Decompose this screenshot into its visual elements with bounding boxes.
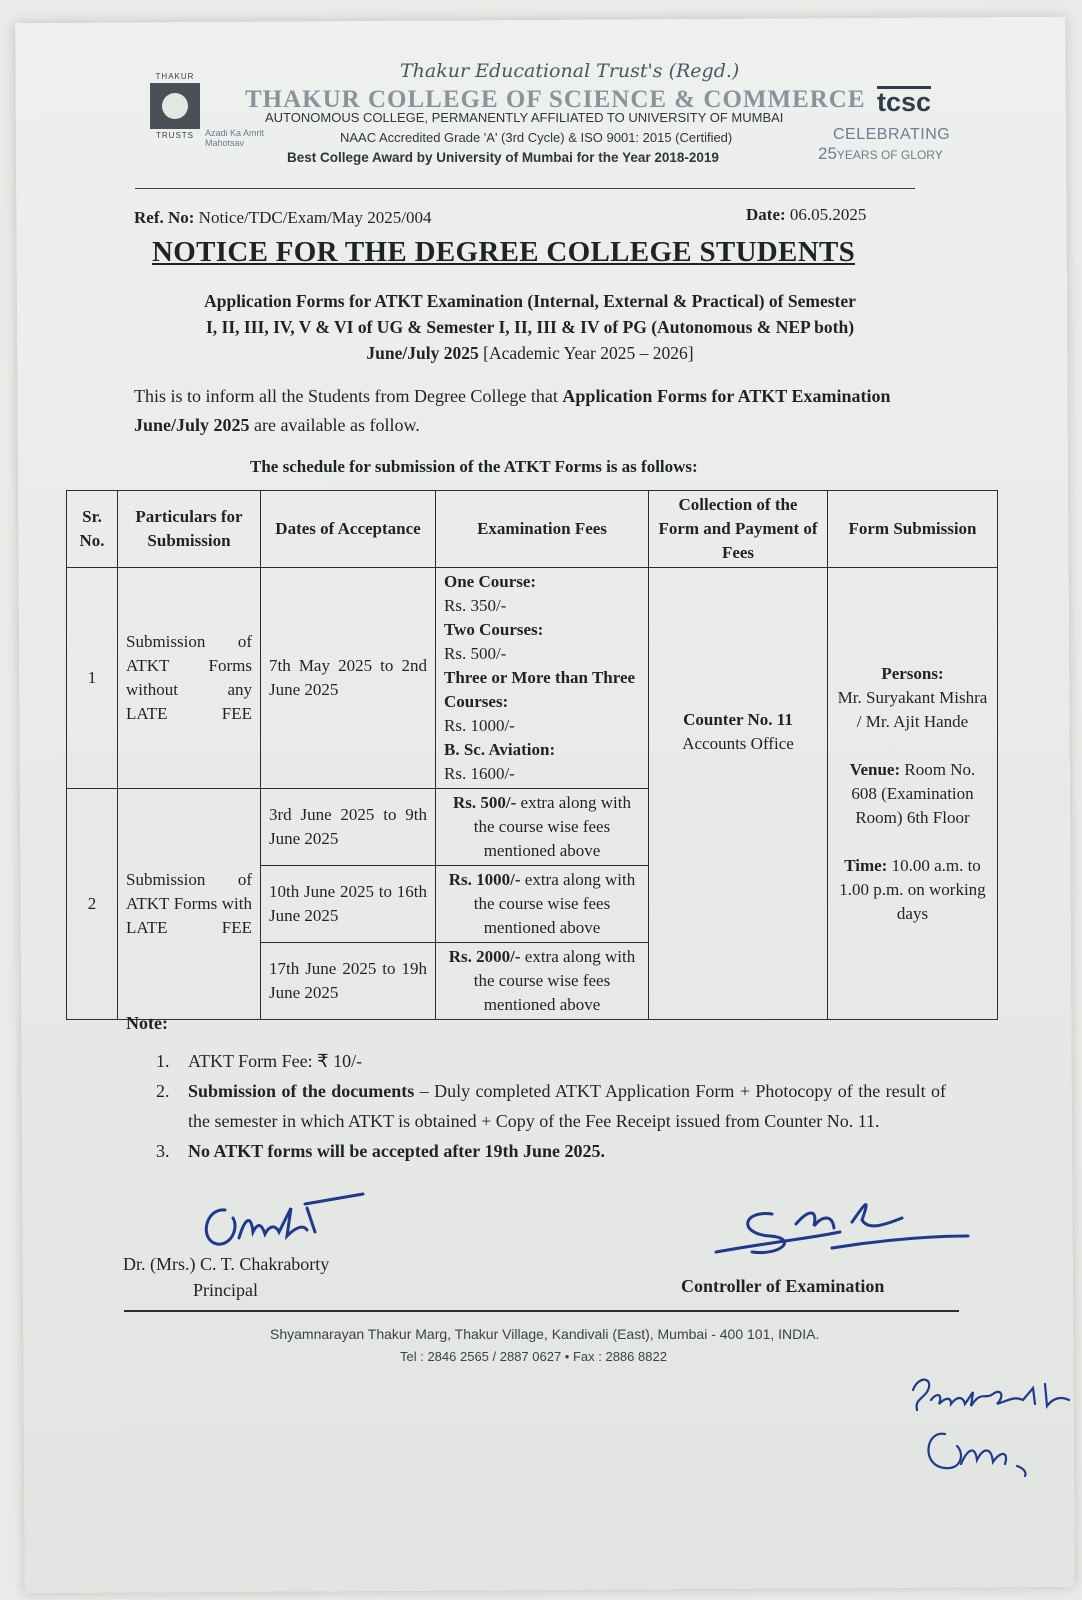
footer-tel: Tel : 2846 2565 / 2887 0627 • Fax : 2886 8822 (400, 1349, 667, 1364)
header-fees: Examination Fees (436, 491, 649, 568)
row1-dates: 7th May 2025 to 2nd June 2025 (261, 568, 436, 789)
logo-bottom-text: TRUSTS (156, 131, 194, 140)
thakur-trusts-logo (145, 72, 205, 144)
controller-signature (712, 1190, 972, 1270)
years-number: 25 (818, 144, 837, 163)
fee-value: Rs. 1600/- (444, 764, 515, 783)
fee-label: B. Sc. Aviation: (444, 740, 556, 759)
years-text: YEARS OF GLORY (836, 148, 943, 162)
award-line: Best College Award by University of Mumbai for the Year 2018-2019 (287, 150, 719, 165)
fee-value: Rs. 1000/- (444, 716, 515, 735)
celebrating-text: CELEBRATING (833, 126, 951, 143)
atkt-schedule-table (66, 490, 998, 1020)
azadi-ka-amrit-mahotsav-logo: Azadi Ka Amrit Mahotsav (205, 128, 265, 148)
fee-label: Three or More than Three Courses: (444, 668, 636, 711)
fee-label: One Course: (444, 572, 537, 591)
years-of-glory (818, 144, 943, 164)
tcsc-logo: tcsc (877, 87, 932, 117)
row1-particulars: Submission of ATKT Forms without any LATE FEE (118, 568, 261, 789)
controller-title: Controller of Examination (681, 1276, 885, 1296)
persons-value: Mr. Suryakant Mishra / Mr. Ajit Hande (837, 687, 988, 731)
collection-office: Accounts Office (682, 734, 794, 753)
list-item: 3. No ATKT forms will be accepted after 19th June 2025. (156, 1141, 605, 1161)
collection-cell (649, 568, 828, 1020)
row2b-dates: 10th June 2025 to 16th June 2025 (261, 866, 436, 943)
logo-top-text: THAKUR (155, 72, 195, 81)
notice-subject: Application Forms for ATKT Examination (Internal, External & Practical) of Semester I, II, III, IV, V & VI of UG & Semester I, II, III & IV of PG (Autonomous & NEP both) June/July 2025 [Academic Year 2025 – 2026] (204, 291, 856, 363)
footer-divider (124, 1310, 959, 1312)
persons-label: Persons: (881, 663, 944, 683)
footer-address: Shyamnarayan Thakur Marg, Thakur Village, Kandivali (East), Mumbai - 400 101, INDIA. (270, 1326, 820, 1342)
row1-sr: 1 (67, 568, 118, 789)
time-label: Time: (844, 855, 888, 875)
list-item: 2. Submission of the documents – Duly completed ATKT Application Form + Photocopy of the result of the semester in which ATKT is obtained + Copy of the Fee Receipt issued from Counter No. 11. (156, 1081, 947, 1131)
logo-emblem-icon (150, 83, 200, 129)
notice-intro: This is to inform all the Students from Degree College that Application Forms for ATKT Examination June/July 2025 are available as follow. (134, 386, 891, 435)
notice-date: Date: 06.05.2025 (746, 205, 867, 224)
venue-label: Venue: (849, 759, 901, 779)
fee-value: Rs. 500/- (444, 644, 507, 663)
form-submission-cell (828, 568, 998, 1020)
header-sr-no: Sr. No. (67, 491, 118, 568)
notes-list (156, 1046, 946, 1166)
college-name: THAKUR COLLEGE OF SCIENCE & COMMERCE (245, 86, 866, 113)
time-value: 10.00 a.m. to 1.00 p.m. on working days (839, 855, 986, 923)
list-item: 1. ATKT Form Fee: ₹ 10/- (156, 1051, 363, 1071)
principal-name: Dr. (Mrs.) C. T. Chakraborty (123, 1254, 330, 1274)
principal-title: Principal (193, 1280, 258, 1300)
handwritten-annotation (905, 1370, 1075, 1490)
row2c-dates: 17th June 2025 to 19h June 2025 (261, 943, 436, 1020)
header-particulars: Particulars for Submission (118, 491, 261, 568)
affiliation-line: AUTONOMOUS COLLEGE, PERMANENTLY AFFILIATED TO UNIVERSITY OF MUMBAI (265, 110, 784, 125)
row2c-fees: Rs. 2000/- extra along with the course wise fees mentioned above (436, 943, 649, 1020)
header-dates: Dates of Acceptance (261, 491, 436, 568)
fee-value: Rs. 350/- (444, 596, 507, 615)
table-row (67, 568, 998, 789)
row2-particulars: Submission of ATKT Forms with LATE FEE (118, 789, 261, 1020)
header-collection: Collection of the Form and Payment of Fees (649, 491, 828, 568)
row2b-fees: Rs. 1000/- extra along with the course wise fees mentioned above (436, 866, 649, 943)
row2a-dates: 3rd June 2025 to 9th June 2025 (261, 789, 436, 866)
row2a-fees: Rs. 500/- extra along with the course wise fees mentioned above (436, 789, 649, 866)
header-divider (135, 188, 915, 189)
header-form-submission: Form Submission (828, 491, 998, 568)
collection-counter: Counter No. 11 (683, 710, 793, 729)
row1-fees (436, 568, 649, 789)
table-header-row (67, 491, 998, 568)
notice-title: NOTICE FOR THE DEGREE COLLEGE STUDENTS (152, 236, 856, 268)
row2-sr: 2 (67, 789, 118, 1020)
accreditation-line: NAAC Accredited Grade 'A' (3rd Cycle) & ISO 9001: 2015 (Certified) (340, 130, 733, 145)
reference-number: Ref. No: Notice/TDC/Exam/May 2025/004 (134, 208, 432, 227)
note-heading: Note: (126, 1013, 168, 1033)
schedule-heading: The schedule for submission of the ATKT Forms is as follows: (250, 457, 698, 476)
venue-value: Room No. 608 (Examination Room) 6th Floor (851, 759, 976, 827)
principal-signature (195, 1188, 370, 1258)
trust-name: Thakur Educational Trust's (Regd.) (400, 60, 740, 82)
fee-label: Two Courses: (444, 620, 544, 639)
